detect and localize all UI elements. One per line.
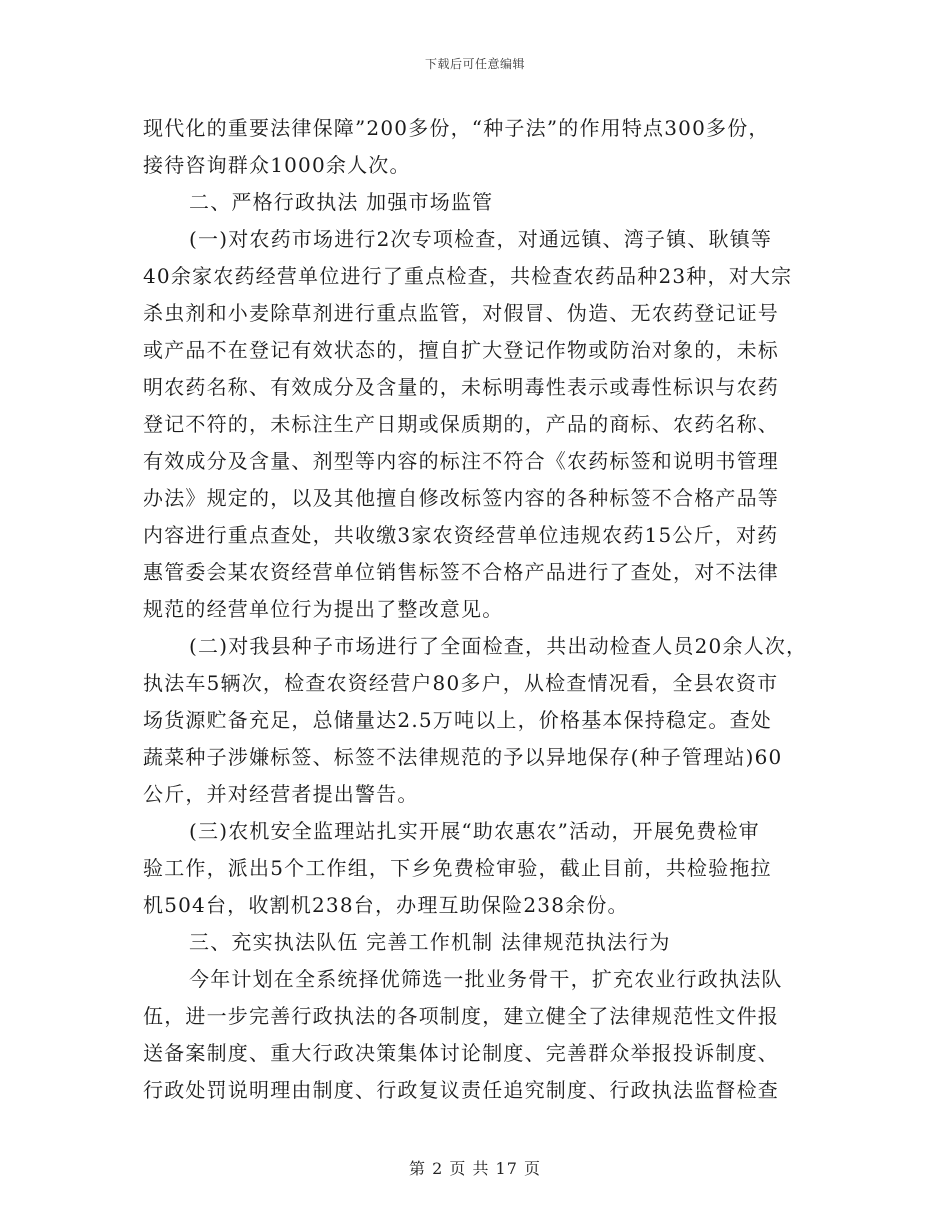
text-line: 现代化的重要法律保障”200多份，“种子法”的作用特点300多份， bbox=[143, 116, 770, 140]
text-line: 公斤，并对经营者提出警告。 bbox=[143, 782, 419, 806]
text-line: 机504台，收割机238台，办理互助保险238余份。 bbox=[143, 893, 629, 917]
text-line: (三)农机安全监理站扎实开展“助农惠农”活动，开展免费检审 bbox=[189, 819, 760, 843]
text-line: 规范的经营单位行为提出了整改意见。 bbox=[143, 597, 504, 621]
text-line: 明农药名称、有效成分及含量的，未标明毒性表示或毒性标识与农药 bbox=[143, 375, 779, 399]
text-line: 惠管委会某农资经营单位销售标签不合格产品进行了查处，对不法律 bbox=[143, 560, 779, 584]
text-line: 行政处罚说明理由制度、行政复议责任追究制度、行政执法监督检查 bbox=[143, 1078, 779, 1102]
text-line: 40余家农药经营单位进行了重点检查，共检查农药品种23种，对大宗 bbox=[143, 264, 793, 288]
text-line: 接待咨询群众1000余人次。 bbox=[143, 153, 411, 177]
text-line: 伍，进一步完善行政执法的各项制度，建立健全了法律规范性文件报 bbox=[143, 1004, 779, 1028]
page-header-note: 下载后可任意编辑 bbox=[424, 57, 525, 71]
document-body bbox=[143, 110, 811, 1109]
text-line: 三、充实执法队伍 完善工作机制 法律规范执法行为 bbox=[189, 930, 671, 954]
text-line: 登记不符的，未标注生产日期或保质期的，产品的商标、农药名称、 bbox=[143, 412, 779, 436]
text-line: 或产品不在登记有效状态的，擅自扩大登记作物或防治对象的，未标 bbox=[143, 338, 779, 362]
text-line: 内容进行重点查处，共收缴3家农资经营单位违规农药15公斤，对药 bbox=[143, 523, 779, 547]
page-number-footer: 第 2 页 共 17 页 bbox=[409, 1159, 541, 1178]
text-line: 今年计划在全系统择优筛选一批业务骨干，扩充农业行政执法队 bbox=[189, 967, 783, 991]
text-line: 有效成分及含量、剂型等内容的标注不符合《农药标签和说明书管理 bbox=[143, 449, 779, 473]
text-line: 送备案制度、重大行政决策集体讨论制度、完善群众举报投诉制度、 bbox=[143, 1041, 779, 1065]
text-line: (二)对我县种子市场进行了全面检查，共出动检查人员20余人次， bbox=[189, 634, 808, 658]
text-line: 杀虫剂和小麦除草剂进行重点监管，对假冒、伪造、无农药登记证号 bbox=[143, 301, 779, 325]
text-line: 验工作，派出5个工作组，下乡免费检审验，截止目前，共检验拖拉 bbox=[143, 856, 772, 880]
text-line: 场货源贮备充足，总储量达2.5万吨以上，价格基本保持稳定。查处 bbox=[143, 708, 773, 732]
text-line: 蔬菜种子涉嫌标签、标签不法律规范的予以异地保存(种子管理站)60 bbox=[143, 745, 783, 769]
text-line: 二、严格行政执法 加强市场监管 bbox=[189, 190, 494, 214]
text-line: 执法车5辆次，检查农资经营户80多户，从检查情况看，全县农资市 bbox=[143, 671, 779, 695]
text-line: (一)对农药市场进行2次专项检查，对通远镇、湾子镇、耿镇等 bbox=[189, 227, 773, 251]
text-line: 办法》规定的，以及其他擅自修改标签内容的各种标签不合格产品等 bbox=[143, 486, 779, 510]
